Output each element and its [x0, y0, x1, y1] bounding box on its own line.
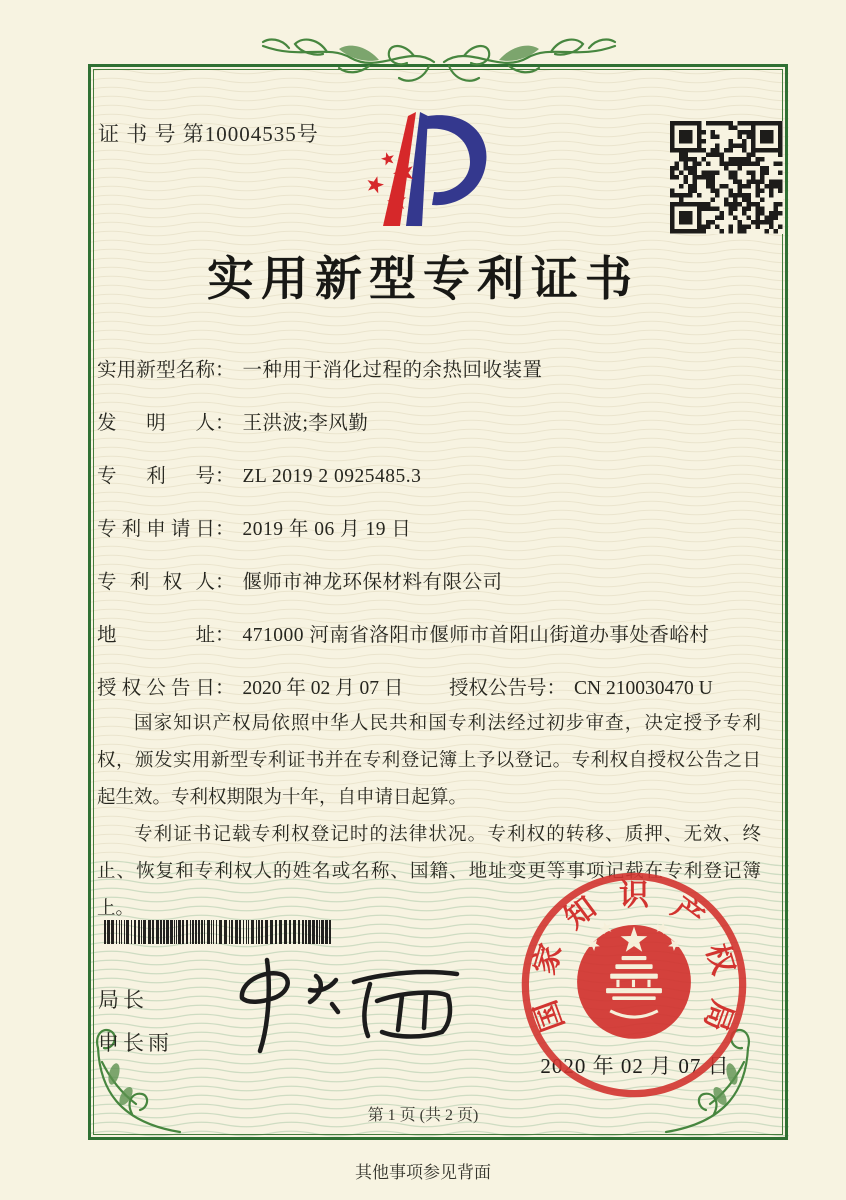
svg-text:权: 权	[699, 940, 740, 979]
field-label: 专利号	[97, 466, 215, 487]
field-label: 专利权人	[97, 572, 215, 593]
field-list	[97, 358, 761, 729]
field-label: 实用新型名称	[97, 360, 215, 381]
back-note: 其他事项参见背面	[355, 1163, 491, 1182]
grant-date-value: 2020 年 02 月 07 日	[242, 678, 404, 699]
svg-text:家: 家	[528, 940, 569, 979]
legal-paragraph: 专利证书记载专利权登记时的法律状况。专利权的转移、质押、无效、终止、恢复和专利权人的姓名或名称、国籍、地址变更等事项记载在专利登记簿上。	[97, 825, 761, 919]
signature-icon	[212, 946, 482, 1061]
field-value: 王洪波;李风勤	[242, 413, 369, 434]
field-value: 一种用于消化过程的余热回收装置	[242, 360, 543, 381]
signer-name: 申长雨	[98, 1031, 173, 1055]
field-label: 授权公告日	[97, 678, 215, 699]
certificate-title: 实用新型专利证书	[207, 254, 639, 306]
top-flourish-ornament-icon	[259, 22, 619, 117]
field-label: 授权公告号	[449, 678, 547, 699]
signer-role: 局长	[98, 988, 148, 1012]
field-label: 地址	[97, 625, 215, 646]
field-row-filing-date: 专利申请日 ： 2019 年 06 月 19 日	[97, 517, 761, 543]
field-row-patent-number: 专利号 ： ZL 2019 2 0925485.3	[97, 464, 761, 490]
svg-text:产: 产	[665, 890, 710, 936]
svg-text:识: 识	[618, 878, 649, 912]
official-seal	[515, 866, 753, 1104]
legal-paragraph: 国家知识产权局依照中华人民共和国专利法经过初步审查，决定授予专利权，颁发实用新型专利证书并在专利登记簿上予以登记。专利权自授权公告之日起生效。专利权期限为十年，自申请日起算。	[97, 714, 761, 808]
field-label: 发明人	[97, 413, 215, 434]
field-label: 专利申请日	[97, 519, 215, 540]
page-indicator: 第 1 页 (共 2 页)	[367, 1107, 479, 1124]
field-row-utility-model-name: 实用新型名称 ： 一种用于消化过程的余热回收装置	[97, 358, 761, 384]
barcode	[104, 920, 338, 944]
field-value: 471000 河南省洛阳市偃师市首阳山街道办事处香峪村	[242, 625, 710, 646]
seal-date: 2020 年 02 月 07 日	[540, 1054, 730, 1078]
qr-code	[670, 121, 783, 234]
field-row-patentee: 专利权人 ： 偃师市神龙环保材料有限公司	[97, 570, 761, 596]
svg-text:国: 国	[529, 995, 571, 1036]
field-row-address: 地址 ： 471000 河南省洛阳市偃师市首阳山街道办事处香峪村	[97, 623, 761, 649]
certificate-number: 证 书 号 第10004535号	[98, 122, 319, 146]
cnipa-logo-icon	[348, 108, 508, 233]
field-row-grant: 授权公告日 ： 2020 年 02 月 07 日 授权公告号 ： CN 210030470 U	[97, 676, 761, 702]
field-value: 偃师市神龙环保材料有限公司	[242, 572, 503, 593]
svg-text:局: 局	[697, 995, 739, 1036]
svg-text:知: 知	[558, 890, 603, 936]
field-value: ZL 2019 2 0925485.3	[242, 466, 422, 487]
field-value: 2019 年 06 月 19 日	[242, 519, 412, 540]
field-row-inventors: 发明人 ： 王洪波;李风勤	[97, 411, 761, 437]
grant-number-value: CN 210030470 U	[574, 678, 713, 699]
